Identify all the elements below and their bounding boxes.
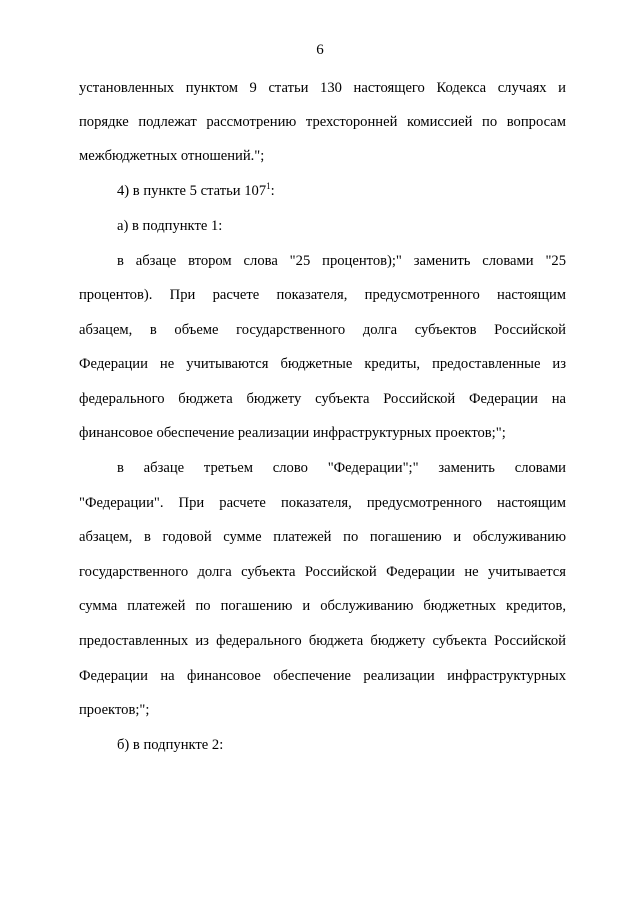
paragraph-first-line: в абзаце третьем слово "Федерации";" заменить словами [117,460,566,476]
text-line: проектов;"; [79,702,150,718]
subitem-heading: б) в подпункте 2: [117,737,224,753]
list-item-heading [117,182,566,200]
text-line: федерального бюджета бюджету субъекта Российской Федерации на [79,391,566,407]
text-line: Федерации не учитываются бюджетные кредиты, предоставленные из [79,356,566,372]
text-line: финансовое обеспечение реализации инфраструктурных проектов;"; [79,425,506,441]
text-line: предоставленных из федерального бюджета бюджету субъекта Российской [79,633,566,649]
text-line: межбюджетных отношений."; [79,148,265,164]
text-line: порядке подлежат рассмотрению трехсторонней комиссией по вопросам [79,114,566,130]
text-line: сумма платежей по погашению и обслуживанию бюджетных кредитов, [79,598,566,614]
text-line: абзацем, в годовой сумме платежей по погашению и обслуживанию [79,529,566,545]
text-line: Федерации на финансовое обеспечение реализации инфраструктурных [79,668,566,684]
superscript: 1 [266,181,271,192]
subitem-heading: а) в подпункте 1: [117,218,223,234]
text-line: установленных пунктом 9 статьи 130 настоящего Кодекса случаях и [79,80,566,96]
text-line: государственного долга субъекта Российской Федерации не учитывается [79,564,566,580]
text-line: абзацем, в объеме государственного долга субъектов Российской [79,322,566,338]
list-item-heading-text: 4) в пункте 5 статьи 107 [117,183,267,199]
page-number: 6 [316,42,324,58]
text-line: процентов). При расчете показателя, предусмотренного настоящим [79,287,566,303]
list-item-heading-suffix: : [270,183,275,199]
text-line: "Федерации". При расчете показателя, предусмотренного настоящим [79,495,566,511]
paragraph-first-line: в абзаце втором слова "25 процентов);" заменить словами "25 [117,253,566,269]
